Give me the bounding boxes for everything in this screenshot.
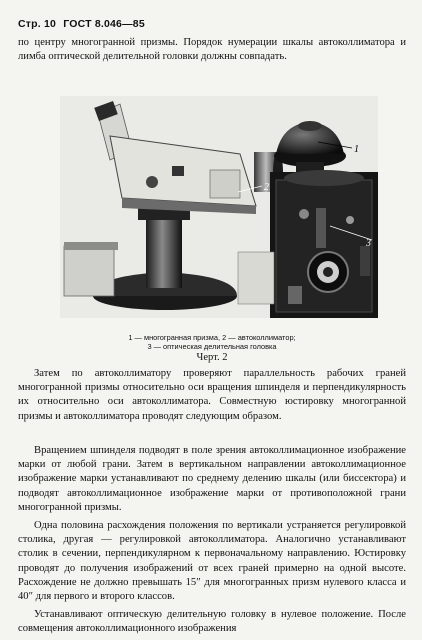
callout-2: 2 <box>264 182 269 193</box>
page-number: Стр. 10 <box>18 18 57 30</box>
instrument-photo <box>60 96 378 318</box>
page-header <box>18 18 149 30</box>
optical-dividing-head <box>270 170 378 318</box>
figure-label: Черт. 2 <box>196 352 228 363</box>
intro-paragraph: по центру многогранной призмы. Порядок нумерации шкалы автоколлиматора и лимба оптической делительной головки должны совпадать. <box>18 37 406 63</box>
paragraph-alignment-check: Затем по автоколлиматору проверяют параллельность рабочих граней многогранной призмы относительно оси вращения шпинделя и перпендикулярность их относительно оси автоколлиматора. Совместную юстировку многогранной призмы и автоколлиматора проводят следующим образом. <box>18 368 406 422</box>
paragraph-dividing-head: Устанавливают оптическую делительную головку в нулевое положение. После совмещения автоколлимационного изображения <box>18 609 406 635</box>
figure-caption-line-2: 3 — оптическая делительная головка <box>147 342 277 351</box>
figure-caption-line-1: 1 — многогранная призма, 2 — автоколлиматор; <box>128 333 296 342</box>
standard-code: ГОСТ 8.046—85 <box>63 18 145 30</box>
paragraph-divergence: Одна половина расхождения положения по вертикали устраняется регулировкой столика, другая — регулировкой автоколлиматора. Аналогично устанавливают столик в сечении, перпендикулярном к первоначальному направлению. Юстировку проводят до получения изображений от всех граней примерно на одной высоте. Расхождение не должно превышать 15″ для многогранных призм нулевого класса и 40″ для первого и второго классов. <box>18 520 406 603</box>
callout-3: 3 <box>366 238 371 249</box>
paragraph-spindle-rotation: Вращением шпинделя подводят в поле зрения автоколлимационное изображение марки от любой грани. Затем в вертикальном направлении автоколлимационное изображение марки устанавливают по среднему делению шкалы (или биссектора) и подводят автоколлимационное изображение марки от противоположной грани многогранной призмы. <box>18 445 406 513</box>
callout-1: 1 <box>354 144 359 155</box>
